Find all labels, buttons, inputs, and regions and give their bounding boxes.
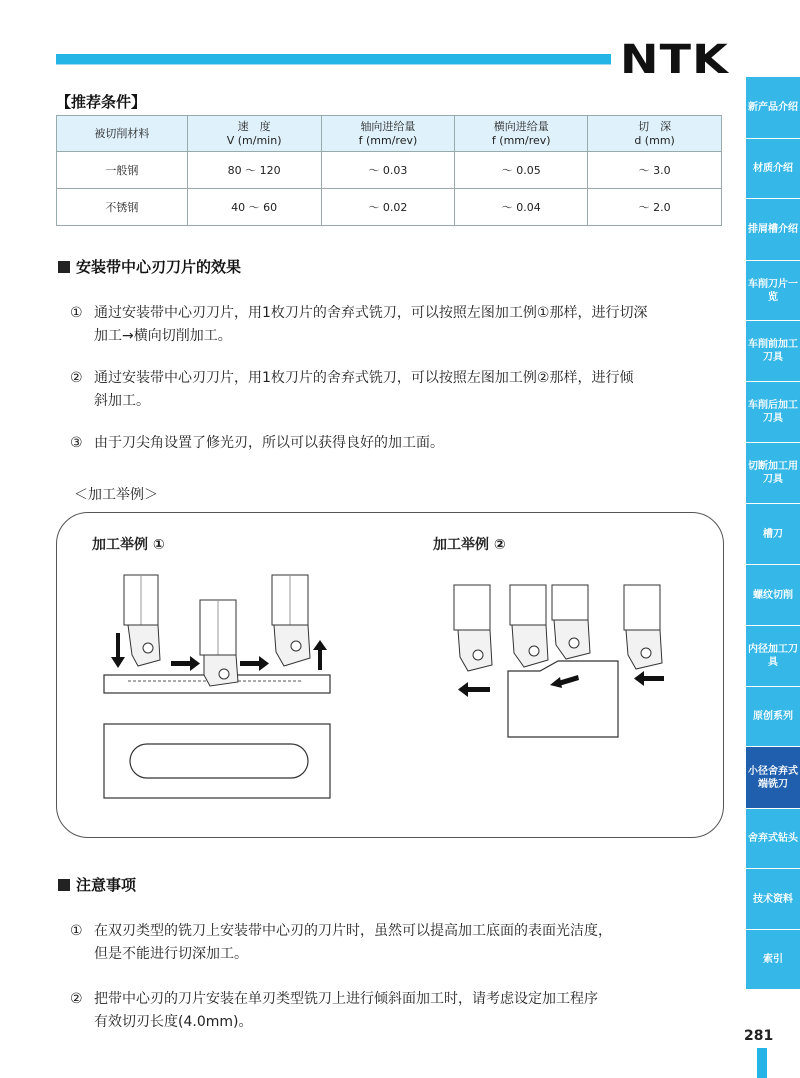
example-2-figure: [440, 575, 670, 745]
table-header-row: [57, 116, 722, 152]
side-tab-index[interactable]: 索引: [746, 930, 800, 990]
table-cell: 一般钢: [57, 152, 188, 189]
table-cell: ～ 0.05: [455, 152, 588, 189]
table-cell: 不锈钢: [57, 189, 188, 226]
header-depth: 切 深 d (mm): [588, 116, 722, 152]
table-cell: ～ 0.04: [455, 189, 588, 226]
page-number: 281: [744, 1028, 774, 1044]
effect-item-3: ③ 由于刀尖角设置了修光刃，所以可以获得良好的加工面。: [70, 435, 444, 451]
effect-title: 安装带中心刃刀片的效果: [58, 256, 241, 277]
table-cell: ～ 3.0: [588, 152, 722, 189]
side-tab-boring-tools[interactable]: 内径加工刀具: [746, 626, 800, 687]
table-cell: ～ 2.0: [588, 189, 722, 226]
side-tab-small-endmills[interactable]: 小径舍弃式端铣刀: [746, 747, 800, 809]
side-tab-grades[interactable]: 材质介绍: [746, 139, 800, 199]
side-index: [746, 77, 800, 990]
notes-item-2: ② 把带中心刃的刀片安装在单刃类型铣刀上进行倾斜面加工时，请考虑设定加工程序 有效切刃长度(4.0mm)。: [70, 991, 598, 1030]
side-tab-threading[interactable]: 螺纹切削: [746, 565, 800, 626]
side-tab-grooving[interactable]: 槽刀: [746, 504, 800, 565]
table-cell: 80 ～ 120: [187, 152, 321, 189]
side-tab-original-series[interactable]: 原创系列: [746, 687, 800, 747]
notes-item-1: ① 在双刃类型的铣刀上安装带中心刃的刀片时，虽然可以提高加工底面的表面光洁度， 但是不能进行切深加工。: [70, 923, 612, 962]
ntk-logo: NTK: [620, 37, 729, 83]
table-cell: ～ 0.03: [321, 152, 455, 189]
example-1-label: 加工举例 ①: [92, 537, 165, 553]
side-tab-turning-inserts[interactable]: 车削刀片一览: [746, 261, 800, 321]
side-tab-technical-data[interactable]: 技术资料: [746, 869, 800, 930]
table-row: [57, 152, 722, 189]
effect-item-2: ② 通过安装带中心刃刀片，用1枚刀片的舍弃式铣刀，可以按照左图加工例②那样，进行倾 斜加工。: [70, 370, 634, 409]
square-bullet-icon: [58, 261, 70, 273]
table-cell: 40 ～ 60: [187, 189, 321, 226]
side-tab-drills[interactable]: 舍弃式钻头: [746, 809, 800, 869]
notes-title: 注意事项: [58, 874, 136, 895]
square-bullet-icon: [58, 879, 70, 891]
header-bar: [56, 54, 611, 64]
side-tab-front-turning-tools[interactable]: 车削前加工刀具: [746, 321, 800, 382]
examples-title: ＜加工举例＞: [74, 487, 158, 503]
header-axial-feed: 轴向进给量 f (mm/rev): [321, 116, 455, 152]
example-2-label: 加工举例 ②: [433, 537, 506, 553]
table-cell: ～ 0.02: [321, 189, 455, 226]
side-tab-cutoff-tools[interactable]: 切断加工用刀具: [746, 443, 800, 504]
conditions-title: 【推荐条件】: [56, 93, 147, 111]
header-material: 被切削材料: [57, 116, 188, 152]
effect-item-1: ① 通过安装带中心刃刀片，用1枚刀片的舍弃式铣刀，可以按照左图加工例①那样，进行切深 加工→横向切削加工。: [70, 305, 648, 344]
header-speed: 速 度 V (m/min): [187, 116, 321, 152]
side-tab-chipbreakers[interactable]: 排屑槽介绍: [746, 199, 800, 261]
conditions-table: [56, 115, 722, 226]
header-lateral-feed: 横向进给量 f (mm/rev): [455, 116, 588, 152]
table-row: [57, 189, 722, 226]
side-tab-new-products[interactable]: 新产品介绍: [746, 77, 800, 139]
example-1-figure: [98, 570, 343, 820]
header-line: [56, 64, 611, 65]
page-number-bar: [757, 1048, 767, 1078]
side-tab-back-turning-tools[interactable]: 车削后加工刀具: [746, 382, 800, 443]
